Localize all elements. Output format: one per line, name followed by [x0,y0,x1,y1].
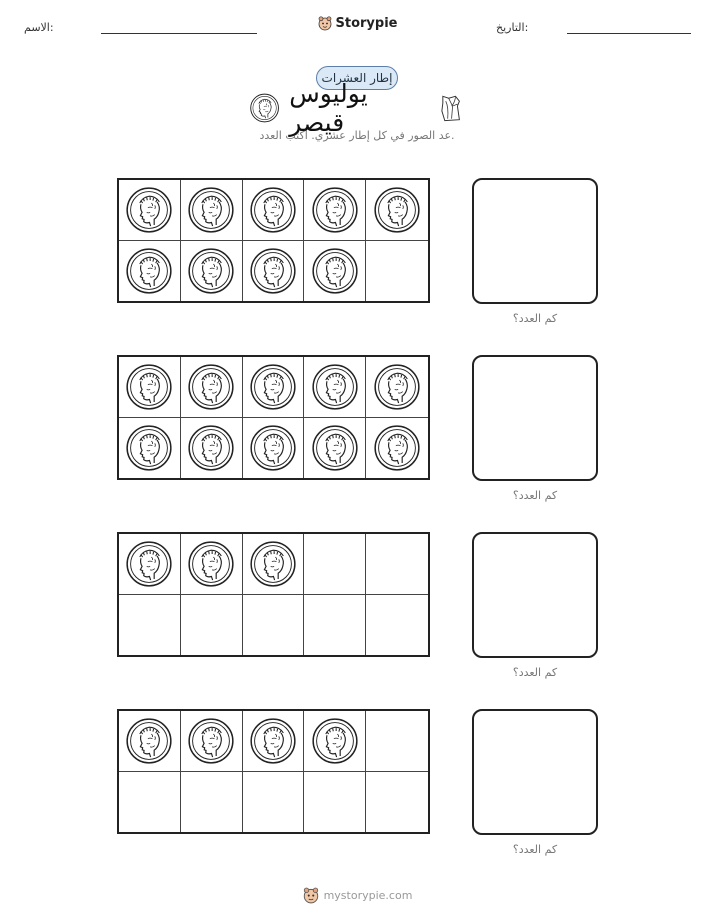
caesar-coin-icon [312,364,358,410]
frame-cell [119,241,181,302]
frame-cell [243,241,305,302]
caesar-coin-icon [250,425,296,471]
toga-icon [437,93,464,123]
frame-cell [181,180,243,241]
frame-cell [366,180,428,241]
caesar-coin-icon [312,248,358,294]
instructions: عد الصور في كل إطار عشري. اكتب العدد. [259,129,455,142]
frame-cell [366,357,428,418]
caesar-coin-icon [126,425,172,471]
frame-cell [119,180,181,241]
caesar-coin-icon [250,93,279,123]
frame-cell [304,595,366,656]
caesar-coin-icon [374,364,420,410]
ten-frame [117,532,430,657]
answer-box[interactable] [472,355,598,481]
caesar-coin-icon [188,364,234,410]
caesar-coin-icon [312,425,358,471]
frame-cell [243,772,305,833]
frame-cell [119,711,181,772]
frame-cell [366,711,428,772]
caesar-coin-icon [126,187,172,233]
frame-cell [243,534,305,595]
frame-cell [366,241,428,302]
footer-url: mystorypie.com [323,888,413,902]
caesar-coin-icon [188,187,234,233]
caesar-coin-icon [250,718,296,764]
frame-cell [366,595,428,656]
frame-cell [181,241,243,302]
title-text: يوليوس قيصر [289,79,368,137]
frame-cell [304,180,366,241]
frame-cell [304,357,366,418]
frame-cell [366,534,428,595]
caesar-coin-icon [188,248,234,294]
caesar-coin-icon [126,541,172,587]
storypie-mascot-icon [302,886,320,904]
frame-cell [243,711,305,772]
answer-box[interactable] [472,178,598,304]
brand-logo [300,12,414,34]
caesar-coin-icon [250,187,296,233]
frame-cell [119,534,181,595]
frame-cell [243,595,305,656]
frame-cell [181,772,243,833]
frame-cell [119,418,181,479]
frame-cell [304,418,366,479]
frame-cell [304,241,366,302]
frame-cell [366,772,428,833]
frame-cell [366,418,428,479]
frame-cell [243,418,305,479]
answer-box[interactable] [472,532,598,658]
caesar-coin-icon [188,541,234,587]
frame-cell [181,418,243,479]
caesar-coin-icon [126,248,172,294]
frame-cell [119,595,181,656]
frame-cell [181,595,243,656]
answer-box[interactable] [472,709,598,835]
footer [300,883,414,907]
frame-cell [304,534,366,595]
frame-cell [119,357,181,418]
frame-cell [304,772,366,833]
date-field[interactable] [567,33,691,34]
storypie-mascot-icon [317,15,333,31]
caesar-coin-icon [374,187,420,233]
caesar-coin-icon [250,248,296,294]
caesar-coin-icon [126,718,172,764]
frame-cell [243,357,305,418]
caesar-coin-icon [188,718,234,764]
frame-cell [181,711,243,772]
count-prompt: كم العدد؟ [512,312,558,325]
frame-cell [119,772,181,833]
frame-cell [243,180,305,241]
caesar-coin-icon [374,425,420,471]
worksheet-type-badge: إطار العشرات [316,66,398,90]
brand-name: Storypie [335,15,398,31]
ten-frame [117,355,430,480]
caesar-coin-icon [188,425,234,471]
caesar-coin-icon [250,541,296,587]
caesar-coin-icon [312,187,358,233]
count-prompt: كم العدد؟ [512,666,558,679]
ten-frame [117,178,430,303]
date-label: التاريخ: [496,21,529,34]
frame-cell [181,357,243,418]
frame-cell [304,711,366,772]
count-prompt: كم العدد؟ [512,843,558,856]
caesar-coin-icon [312,718,358,764]
frame-cell [181,534,243,595]
caesar-coin-icon [126,364,172,410]
name-label: الاسم: [24,21,54,34]
ten-frame [117,709,430,834]
count-prompt: كم العدد؟ [512,489,558,502]
caesar-coin-icon [250,364,296,410]
name-field[interactable] [101,33,257,34]
